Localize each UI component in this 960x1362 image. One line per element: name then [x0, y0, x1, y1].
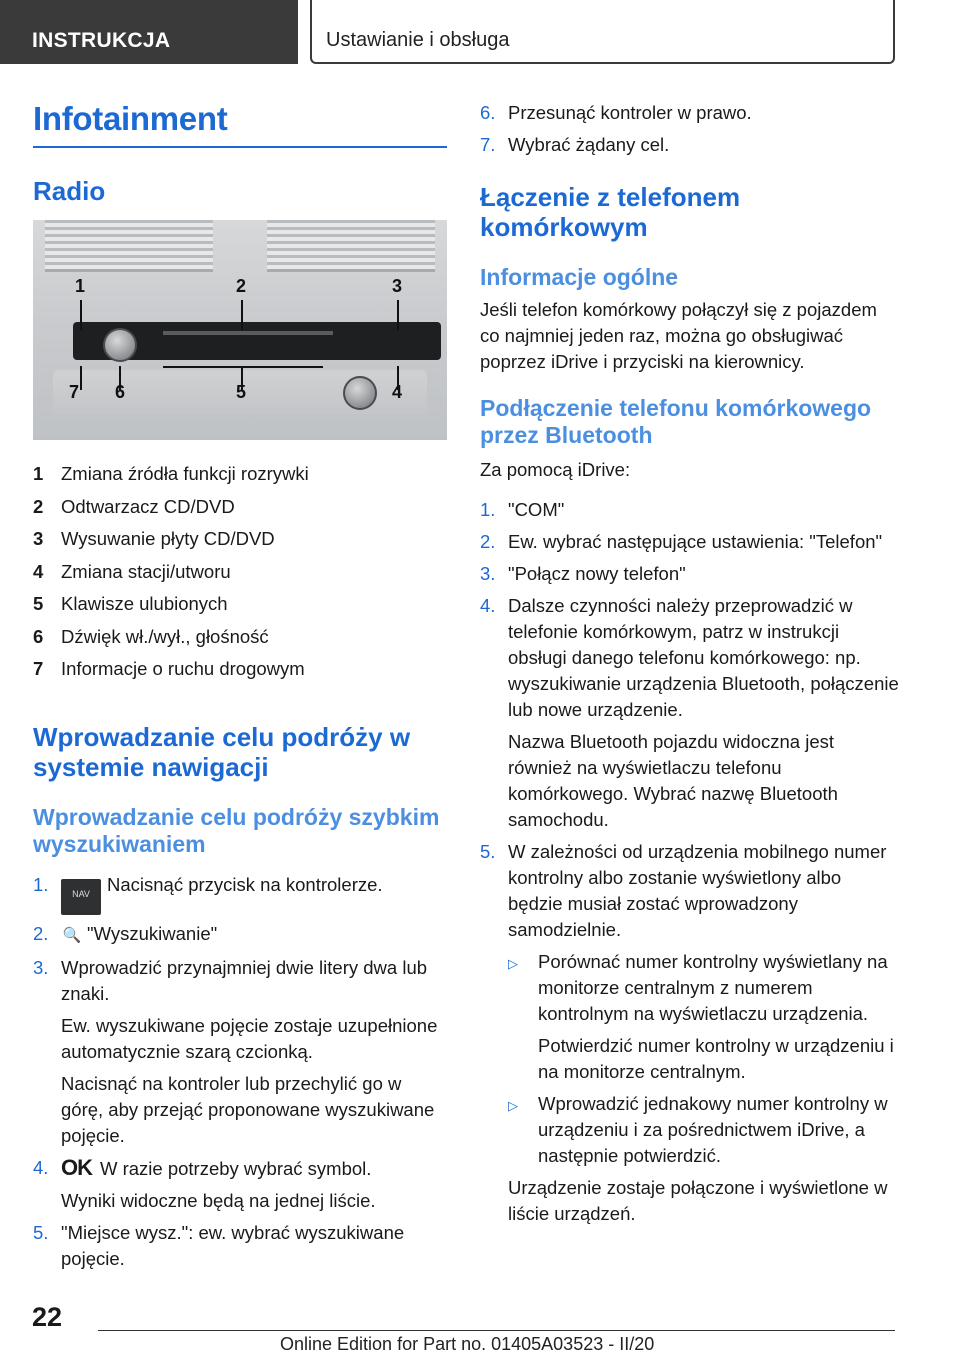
chapter-tab: [310, 0, 895, 64]
list-item: 7. Wybrać żądany cel.: [480, 134, 670, 155]
volume-knob: [103, 328, 137, 362]
callout-7: 7: [69, 382, 80, 402]
list-item: 6. Przesunąć kontroler w prawo.: [480, 102, 752, 123]
list-item: 4. OK W razie potrzeby wybrać symbol. Wyniki widoczne będą na jednej liście.: [33, 1154, 376, 1211]
nav-subheading: Wprowadzanie celu podróży szybkim wyszukiwaniem: [33, 803, 440, 857]
legend-item: 5 Klawisze ulubionych: [33, 593, 228, 614]
ok-symbol-icon: OK: [61, 1154, 92, 1180]
list-item: 5. "Miejsce wysz.": ew. wybrać wyszukiwane pojęcie.: [33, 1221, 405, 1269]
page-number: 22: [32, 1302, 63, 1332]
list-item: 3. Wprowadzić przynajmniej dwie litery dwa lub znaki. Ew. wyszukiwane pojęcie zostaje uzupełnione automatycznie szarą czcionką. Nacisnąć na kontroler lub przechylić go w górę, aby przejąć proponowane wyszukiwane pojęcie.: [33, 956, 438, 1146]
chapter-label: Ustawianie i obsługa: [326, 29, 510, 51]
callout-3: 3: [392, 276, 403, 296]
page-title: Infotainment: [33, 100, 447, 148]
climate-knob: [343, 376, 377, 410]
nav-heading: Wprowadzanie celu podróży w systemie nawigacji: [33, 721, 411, 782]
nav-steps: [33, 872, 447, 1272]
bluetooth-steps: [480, 497, 900, 1227]
sub-list-item: ▷ Wprowadzić jednakowy numer kontrolny w urządzeniu i za pośrednictwem iDrive, a następnie potwierdzić.: [508, 1091, 900, 1169]
sub-list-item: ▷ Porównać numer kontrolny wyświetlany na monitorze centralnym z numerem kontrolnym na wyświetlaczu urządzenia. Potwierdzić numer kontrolny w urządzeniu i na monitorze centralnym.: [508, 949, 900, 1085]
bluetooth-intro: Za pomocą iDrive:: [480, 459, 631, 480]
legend-item: 4 Zmiana stacji/utworu: [33, 560, 231, 582]
left-column: [33, 100, 447, 1278]
list-item: 1. "COM": [480, 499, 565, 520]
section-tab: [0, 0, 298, 64]
callout-6: 6: [115, 382, 126, 402]
air-vent-left: [45, 220, 213, 272]
legend-item: 2 Odtwarzacz CD/DVD: [33, 495, 235, 517]
radio-panel-image: [33, 220, 447, 440]
general-text: Jeśli telefon komórkowy połączył się z pojazdem co najmniej jeden raz, można go obsługiwać poprzez iDrive i przyciski na kierownicy.: [480, 299, 877, 372]
edition-note: Online Edition for Part no. 01405A03523 - II/20: [280, 1334, 655, 1354]
callout-4: 4: [392, 382, 403, 402]
legend-item: 1 Zmiana źródła funkcji rozrywki: [33, 463, 309, 484]
triangle-bullet-icon: ▷: [508, 1098, 518, 1113]
legend-item: 6 Dźwięk wł./wył., głośność: [33, 625, 269, 647]
list-item: 2. Ew. wybrać następujące ustawienia: "Telefon": [480, 531, 883, 552]
list-item: 1. NAV Nacisnąć przycisk na kontrolerze.: [33, 872, 447, 915]
footer-divider: [98, 1330, 895, 1331]
search-icon: 🔍: [62, 926, 82, 944]
callout-1: 1: [75, 276, 86, 296]
legend-item: 3 Wysuwanie płyty CD/DVD: [33, 528, 275, 549]
radio-legend: [33, 458, 447, 686]
legend-item: 7 Informacje o ruchu drogowym: [33, 658, 305, 679]
bluetooth-heading: Podłączenie telefonu komórkowego przez Bluetooth: [480, 395, 872, 448]
phone-heading: Łączenie z telefonem komórkowym: [480, 182, 741, 242]
right-column: [480, 100, 900, 1233]
list-item: 5. W zależności od urządzenia mobilnego numer kontrolny albo zostanie wyświetlony albo będzie musiał zostać wprowadzony samodzielnie. ▷ Porównać numer kontrolny wyświetlany na monitorze centralnym z numerem kontrolnym na wyświetlaczu urządzenia. Potwierdzić numer kontrolny w urządzeniu i na monitorze centralnym. ▷ Wprowadzić jednakowy numer kontrolny w urządzeniu i za pośrednictwem iDrive, a następnie potwierdzić. Urządzenie zostaje połączone i wyświetlone w liście urządzeń.: [480, 839, 900, 1227]
callout-5: 5: [236, 382, 247, 402]
list-item: 2. 🔍 "Wyszukiwanie": [33, 921, 447, 949]
cd-slot: [163, 331, 333, 335]
general-heading: Informacje ogólne: [480, 264, 679, 290]
list-item: 3. "Połącz nowy telefon": [480, 563, 686, 584]
radio-heading: Radio: [33, 176, 106, 206]
triangle-bullet-icon: ▷: [508, 956, 518, 971]
air-vent-right: [267, 220, 435, 272]
callout-2: 2: [236, 276, 247, 296]
list-item: 4. Dalsze czynności należy przeprowadzić w telefonie komórkowym, patrz w instrukcji obsługi danego telefonu komórkowego: np. wyszukiwanie urządzenia Bluetooth, połączenie lub nowe urządzenie. Nazwa Bluetooth pojazdu widoczna jest również na wyświetlaczu telefonu komórkowego. Wybrać nazwę Bluetooth samochodu.: [480, 595, 899, 830]
nav-button-icon: NAV: [61, 879, 101, 915]
section-label: INSTRUKCJA: [32, 29, 171, 52]
